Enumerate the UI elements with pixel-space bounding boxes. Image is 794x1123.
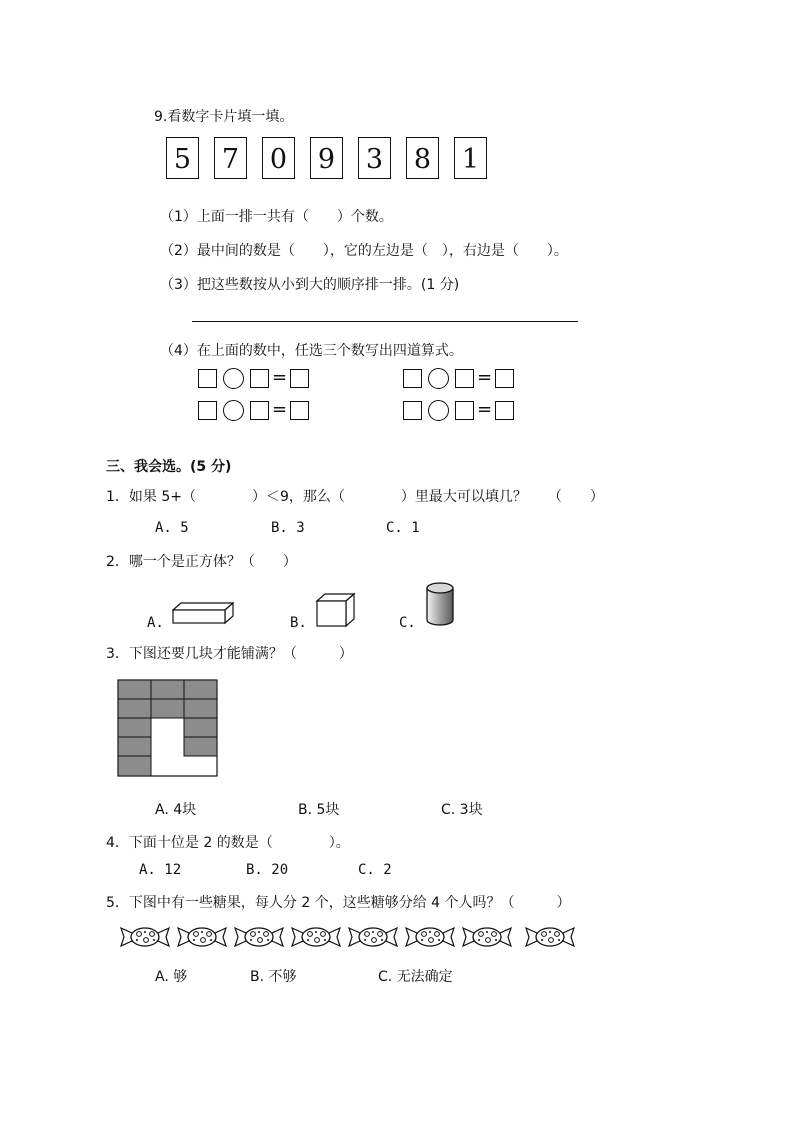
- blank-box[interactable]: [250, 369, 269, 388]
- q5-option-a[interactable]: A. 够: [155, 969, 188, 985]
- section3-heading: 三、我会选。(5 分): [106, 459, 232, 475]
- candy-icon: [348, 924, 398, 950]
- q1-option-c[interactable]: C. 1: [386, 520, 420, 536]
- cube-icon: [315, 592, 357, 628]
- blank-circle[interactable]: [428, 368, 449, 389]
- q9-sub4: （4）在上面的数中，任选三个数写出四道算式。: [160, 343, 463, 359]
- blank-circle[interactable]: [223, 368, 244, 389]
- q3-option-b[interactable]: B. 5块: [298, 802, 340, 818]
- q4-stem: 4．下面十位是 2 的数是（ ）。: [106, 835, 350, 851]
- q5-stem: 5．下图中有一些糖果，每人分 2 个，这些糖够分给 4 个人吗？（ ）: [106, 895, 571, 911]
- blank-box[interactable]: [495, 401, 514, 420]
- blank-box[interactable]: [198, 401, 217, 420]
- candy-icon: [525, 924, 575, 950]
- q9-title: 9.看数字卡片填一填。: [154, 109, 294, 125]
- cylinder-icon: [424, 580, 456, 628]
- blank-box[interactable]: [403, 369, 422, 388]
- q1-stem: 1．如果 5+（ ）＜9，那么（ ）里最大可以填几？ （ ）: [106, 489, 604, 505]
- q5-option-b[interactable]: B. 不够: [250, 969, 297, 985]
- digit-card-1: 5: [166, 137, 199, 179]
- equation-template: [198, 367, 309, 389]
- q4-option-a[interactable]: A. 12: [139, 862, 182, 878]
- digit-card-2: 7: [214, 137, 247, 179]
- equals-sign: =: [477, 399, 493, 420]
- candy-icon: [462, 924, 512, 950]
- q9-sub1: （1）上面一排一共有（ ）个数。: [160, 209, 393, 225]
- q2-option-a[interactable]: A.: [147, 615, 164, 631]
- q9-sub2: （2）最中间的数是（ ），它的左边是（ ），右边是（ ）。: [160, 243, 568, 259]
- equation-template: [403, 367, 514, 389]
- digit-card-5: 3: [358, 137, 391, 179]
- candy-icon: [291, 924, 341, 950]
- equation-template: [403, 399, 514, 421]
- blank-box[interactable]: [403, 401, 422, 420]
- q4-option-b[interactable]: B. 20: [246, 862, 289, 878]
- equation-template: [198, 399, 309, 421]
- tile-grid-figure: [117, 679, 218, 778]
- digit-card-6: 8: [406, 137, 439, 179]
- q3-stem: 3．下图还要几块才能铺满？（ ）: [106, 646, 353, 662]
- q1-option-b[interactable]: B. 3: [271, 520, 305, 536]
- answer-line[interactable]: [192, 321, 578, 322]
- candy-icon: [120, 924, 170, 950]
- q3-option-a[interactable]: A. 4块: [155, 802, 197, 818]
- q4-option-c[interactable]: C. 2: [358, 862, 392, 878]
- blank-box[interactable]: [495, 369, 514, 388]
- q2-option-c[interactable]: C.: [399, 615, 416, 631]
- blank-box[interactable]: [198, 369, 217, 388]
- equals-sign: =: [477, 367, 493, 388]
- blank-circle[interactable]: [428, 400, 449, 421]
- candy-icon: [177, 924, 227, 950]
- blank-box[interactable]: [455, 401, 474, 420]
- candy-icon: [234, 924, 284, 950]
- blank-box[interactable]: [250, 401, 269, 420]
- blank-box[interactable]: [455, 369, 474, 388]
- q2-stem: 2．哪一个是正方体？（ ）: [106, 554, 297, 570]
- q2-option-b[interactable]: B.: [290, 615, 307, 631]
- blank-box[interactable]: [290, 369, 309, 388]
- q3-option-c[interactable]: C. 3块: [441, 802, 483, 818]
- cuboid-icon: [172, 601, 234, 625]
- blank-box[interactable]: [290, 401, 309, 420]
- blank-circle[interactable]: [223, 400, 244, 421]
- q9-sub3: （3）把这些数按从小到大的顺序排一排。(1 分): [160, 277, 460, 293]
- candy-icon: [405, 924, 455, 950]
- equals-sign: =: [272, 367, 288, 388]
- q1-option-a[interactable]: A. 5: [155, 520, 189, 536]
- digit-card-7: 1: [454, 137, 487, 179]
- digit-card-3: 0: [262, 137, 295, 179]
- digit-card-4: 9: [310, 137, 343, 179]
- q5-option-c[interactable]: C. 无法确定: [378, 969, 453, 985]
- equals-sign: =: [272, 399, 288, 420]
